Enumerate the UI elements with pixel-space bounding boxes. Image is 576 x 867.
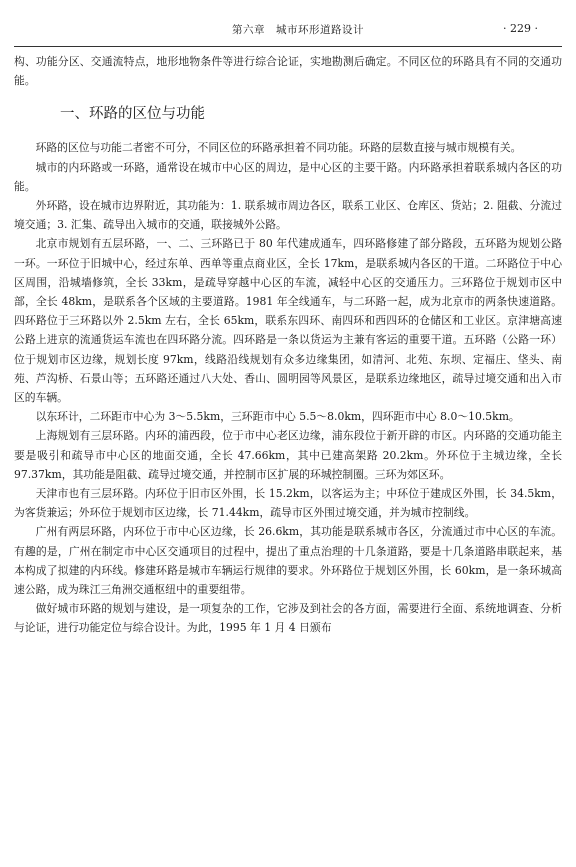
body-paragraph: 广州有两层环路，内环位于市中心区边缘，长 26.6km，其功能是联系城市各区，分流通过市中心区的车流。有趣的是，广州在制定市中心区交通项目的过程中，提出了重点治理的十几条道路，要是十几条道路串联起来，基本构成了拟建的内环线。修建环路是城市车辆运行规律的要求。外环路位于规划区外围，长 60km，是一条环城高速公路，成为珠江三角洲交通枢纽中的重要组带。 — [14, 525, 562, 597]
header-divider — [14, 46, 562, 47]
body-paragraph: 上海规划有三层环路。内环的浦西段，位于市中心老区边缘，浦东段位于新开辟的市区。内环路的交通功能主要是吸引和疏导市中心区的地面交通，全长 47.66km，其中已建高架路 20.2km。外环位于主城边缘，全长 97.37km，其功能是阻截、疏导过境交通，并控制市区扩展的环城控制圈。三环为郊区环。 — [14, 429, 562, 481]
running-header — [14, 22, 562, 42]
body-paragraph: 北京市规划有五层环路，一、二、三环路已于 80 年代建成通车，四环路修建了部分路段，五环路为规划公路一环。一环位于旧城中心，经过东单、西单等重点商业区，全长 17km，是联系城内各区的干道。二环路位于中心区周围，沿城墙修筑，全长 33km，是疏导穿越中心区的车流，减轻中心区的交通压力。三环路位于规划市区中部，全长 48km，是联系各个区域的主要道路。1981 年全线通车，与二环路一起，成为北京市的两条快速道路。四环路位于三环路以外 2.5km 左右，全长 65km，联系东四环、南四环和西四环的仓储区和工业区。京津塘高速公路上进京的流通货运车流也在四环路分流。四环路是一条以货运为主兼有客运的重要干道。五环路（公路一环）位于规划市区边缘，规划长度 97km，线路沿线规划有众多边缘集团，如清河、北苑、东坝、定福庄、垡头、南苑、芦沟桥、石景山等；五环路还通过八大处、香山、圆明园等风景区，是联系边缘地区，疏导过境交通和出入市区的车辆。 — [14, 237, 562, 405]
body-paragraph: 天津市也有三层环路。内环位于旧市区外围，长 15.2km，以客运为主；中环位于建成区外围，长 34.5km，为客货兼运；外环位于规划市区边缘，长 71.44km，疏导市区外围过境交通，并为城市控制线。 — [14, 487, 562, 520]
page-body — [14, 52, 562, 638]
body-paragraph: 城市的内环路或一环路，通常设在城市中心区的周边，是中心区的主要干路。内环路承担着联系城内各区的功能。 — [14, 160, 562, 193]
section-heading: 一、环路的区位与功能 — [60, 106, 205, 123]
intro-paragraph: 构、功能分区、交通流特点，地形地物条件等进行综合论证，实地勘测后确定。不同区位的环路具有不同的交通功能。 — [14, 55, 562, 88]
body-paragraph: 以东环计，二环距市中心为 3～5.5km，三环距市中心 5.5～8.0km，四环距市中心 8.0～10.5km。 — [35, 410, 520, 424]
chapter-title: 第六章 城市环形道路设计 — [232, 24, 364, 36]
body-paragraph: 环路的区位与功能二者密不可分，不同区位的环路承担着不同功能。环路的层数直接与城市规模有关。 — [35, 141, 522, 155]
body-paragraph: 做好城市环路的规划与建设，是一项复杂的工作，它涉及到社会的各方面，需要进行全面、系统地调查、分析与论证，进行功能定位与综合设计。为此，1995 年 1 月 4 日颁布 — [14, 602, 562, 635]
page-number: · 229 · — [503, 22, 538, 35]
body-paragraph: 外环路，设在城市边界附近，其功能为：1. 联系城市周边各区，联系工业区、仓库区、货站；2. 阻截、分流过境交通；3. 汇集、疏导出入城市的交通，联接城外公路。 — [14, 199, 562, 232]
